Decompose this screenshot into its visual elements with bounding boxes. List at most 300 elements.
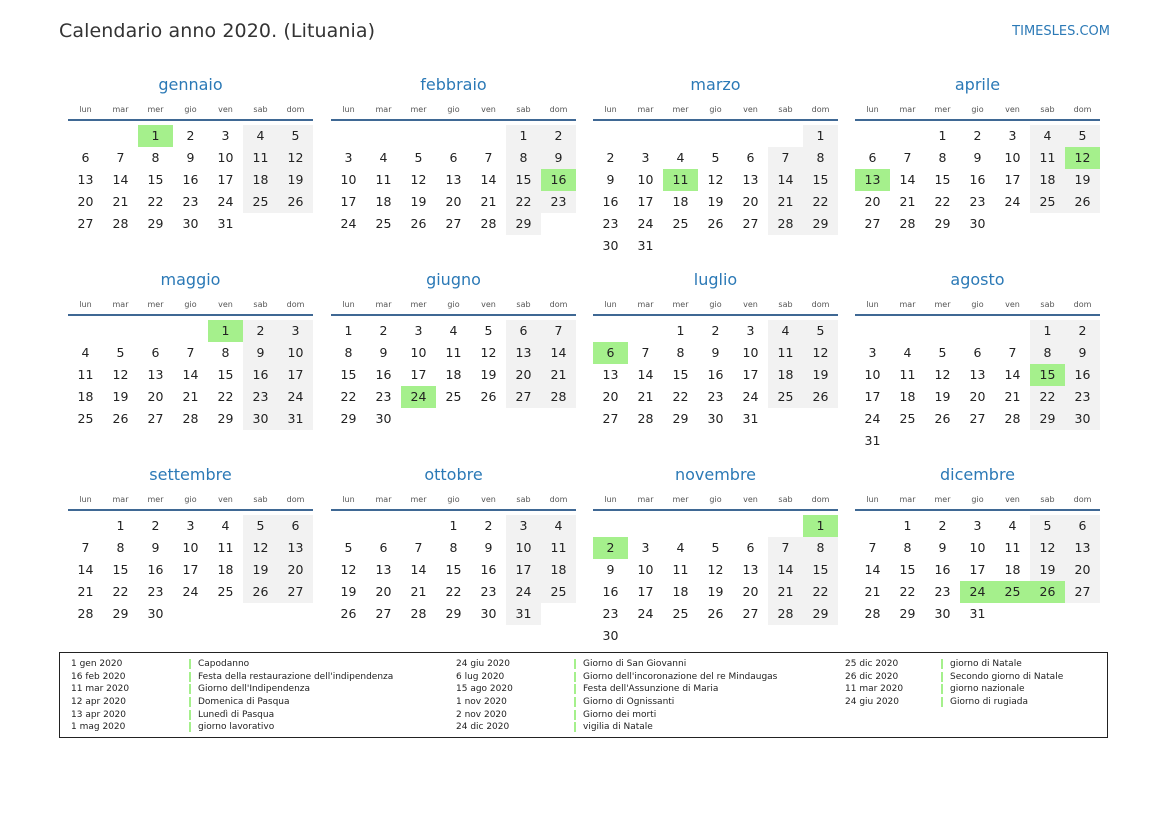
weekday-label: dom <box>811 299 830 309</box>
day-cell: 10 <box>278 342 313 364</box>
day-cell: 24 <box>278 386 313 408</box>
weekday-label: gio <box>447 299 460 309</box>
legend-column <box>71 658 393 734</box>
day-cell: 22 <box>112 584 129 599</box>
month-title: settembre <box>149 465 232 484</box>
day-cell: 21 <box>182 389 199 404</box>
day-cell: 7 <box>81 540 90 555</box>
legend-holiday-name: vigilia di Natale <box>583 722 653 733</box>
day-cell: 27 <box>506 386 541 408</box>
day-cell: 23 <box>182 194 199 209</box>
day-cell: 12 <box>340 562 357 577</box>
day-cell: 29 <box>506 213 541 235</box>
day-cell: 16 <box>480 562 497 577</box>
holiday-color-marker <box>574 710 576 720</box>
holiday-day-cell: 26 <box>1030 581 1065 603</box>
holiday-day-cell: 2 <box>593 537 628 559</box>
weekday-header <box>331 99 576 121</box>
day-cell: 22 <box>934 194 951 209</box>
day-cell: 18 <box>672 194 689 209</box>
holiday-day-cell: 1 <box>208 320 243 342</box>
day-cell: 9 <box>973 150 982 165</box>
day-cell: 22 <box>445 584 462 599</box>
day-cell: 8 <box>151 150 160 165</box>
day-cell: 1 <box>449 518 458 533</box>
holiday-legend <box>59 652 1108 738</box>
brand-link[interactable]: TIMESLES.COM <box>1012 24 1110 39</box>
day-cell: 28 <box>899 216 916 231</box>
day-cell: 15 <box>803 559 838 581</box>
day-cell: 21 <box>864 584 881 599</box>
day-cell: 10 <box>742 345 759 360</box>
weekday-label: gio <box>184 104 197 114</box>
holiday-day-cell: 24 <box>960 581 995 603</box>
day-cell: 6 <box>1065 515 1100 537</box>
weekday-label: mar <box>637 104 654 114</box>
empty-cell <box>593 125 628 147</box>
legend-date: 11 mar 2020 <box>845 684 904 695</box>
day-cell: 26 <box>410 216 427 231</box>
weekday-header <box>593 489 838 511</box>
day-cell: 21 <box>768 191 803 213</box>
day-cell: 16 <box>1065 364 1100 386</box>
day-cell: 22 <box>672 389 689 404</box>
empty-cell <box>628 320 663 342</box>
day-cell: 23 <box>1065 386 1100 408</box>
day-cell: 28 <box>768 213 803 235</box>
empty-cell <box>138 320 173 342</box>
legend-item <box>71 708 393 721</box>
day-cell: 2 <box>711 323 720 338</box>
day-cell: 8 <box>344 345 353 360</box>
weekday-label: mer <box>934 104 951 114</box>
weekday-label: gio <box>971 494 984 504</box>
day-cell: 11 <box>77 367 94 382</box>
day-cell: 25 <box>672 606 689 621</box>
day-cell: 1 <box>1030 320 1065 342</box>
day-cell: 27 <box>445 216 462 231</box>
month-title: dicembre <box>939 465 1016 484</box>
legend-date: 11 mar 2020 <box>71 684 130 695</box>
weekday-label: mer <box>410 299 427 309</box>
weekday-label: dom <box>286 299 305 309</box>
day-cell: 24 <box>637 606 654 621</box>
empty-cell <box>855 320 890 342</box>
weekday-label: sab <box>778 299 793 309</box>
month-gennaio <box>68 71 313 235</box>
legend-column <box>845 658 1063 708</box>
day-cell: 23 <box>243 386 278 408</box>
day-cell: 27 <box>969 411 986 426</box>
day-cell: 28 <box>112 216 129 231</box>
day-cell: 23 <box>602 216 619 231</box>
weekday-label: sab <box>1040 299 1055 309</box>
day-cell: 6 <box>973 345 982 360</box>
day-cell: 6 <box>151 345 160 360</box>
month-title: febbraio <box>420 75 487 94</box>
empty-cell <box>593 320 628 342</box>
day-cell: 30 <box>934 606 951 621</box>
day-cell: 7 <box>186 345 195 360</box>
day-cell: 6 <box>449 150 458 165</box>
day-cell: 18 <box>1004 562 1021 577</box>
day-cell: 11 <box>243 147 278 169</box>
day-cell: 14 <box>864 562 881 577</box>
holiday-day-cell: 25 <box>995 581 1030 603</box>
day-cell: 14 <box>637 367 654 382</box>
day-cell: 4 <box>449 323 458 338</box>
day-cell: 13 <box>969 367 986 382</box>
day-cell: 12 <box>1030 537 1065 559</box>
month-title: giugno <box>426 270 481 289</box>
day-cell: 20 <box>1065 559 1100 581</box>
empty-cell <box>768 515 803 537</box>
day-cell: 7 <box>768 537 803 559</box>
holiday-day-cell: 1 <box>138 125 173 147</box>
day-cell: 24 <box>506 581 541 603</box>
legend-item <box>456 721 777 734</box>
day-cell: 5 <box>344 540 353 555</box>
weekday-label: dom <box>811 494 830 504</box>
holiday-day-cell: 24 <box>401 386 436 408</box>
day-cell: 19 <box>707 584 724 599</box>
holiday-color-marker <box>574 697 576 707</box>
day-cell: 22 <box>803 581 838 603</box>
legend-date: 24 giu 2020 <box>456 659 510 670</box>
day-cell: 21 <box>1004 389 1021 404</box>
empty-cell <box>890 125 925 147</box>
day-cell: 28 <box>410 606 427 621</box>
day-cell: 5 <box>803 320 838 342</box>
day-cell: 15 <box>445 562 462 577</box>
day-cell: 4 <box>676 150 685 165</box>
day-cell: 8 <box>903 540 912 555</box>
day-cell: 18 <box>899 389 916 404</box>
holiday-day-cell: 16 <box>541 169 576 191</box>
day-cell: 22 <box>340 389 357 404</box>
day-cell: 23 <box>707 389 724 404</box>
day-cell: 27 <box>147 411 164 426</box>
day-cell: 29 <box>340 411 357 426</box>
weekday-label: sab <box>516 494 531 504</box>
day-cell: 17 <box>340 194 357 209</box>
day-cell: 9 <box>541 147 576 169</box>
day-cell: 30 <box>602 238 619 253</box>
day-cell: 31 <box>742 411 759 426</box>
weekday-label: gio <box>709 494 722 504</box>
day-cell: 24 <box>217 194 234 209</box>
day-cell: 13 <box>602 367 619 382</box>
day-cell: 2 <box>243 320 278 342</box>
day-cell: 22 <box>506 191 541 213</box>
weekday-label: sab <box>516 104 531 114</box>
empty-cell <box>628 515 663 537</box>
day-cell: 27 <box>278 581 313 603</box>
weekday-header <box>855 99 1100 121</box>
day-cell: 27 <box>864 216 881 231</box>
legend-date: 26 dic 2020 <box>845 671 899 682</box>
empty-cell <box>68 125 103 147</box>
day-cell: 11 <box>672 562 689 577</box>
day-cell: 2 <box>379 323 388 338</box>
empty-cell <box>628 125 663 147</box>
day-cell: 7 <box>903 150 912 165</box>
day-cell: 29 <box>803 213 838 235</box>
weekday-label: lun <box>79 494 92 504</box>
empty-cell <box>366 125 401 147</box>
day-grid <box>855 121 1100 235</box>
day-cell: 22 <box>899 584 916 599</box>
empty-cell <box>768 125 803 147</box>
day-cell: 13 <box>742 172 759 187</box>
day-cell: 12 <box>707 172 724 187</box>
day-cell: 15 <box>340 367 357 382</box>
day-cell: 28 <box>637 411 654 426</box>
day-cell: 16 <box>934 562 951 577</box>
day-cell: 10 <box>864 367 881 382</box>
day-cell: 30 <box>969 216 986 231</box>
legend-holiday-name: giorno di Natale <box>950 659 1022 670</box>
day-cell: 3 <box>746 323 755 338</box>
empty-cell <box>103 320 138 342</box>
legend-column <box>456 658 777 734</box>
empty-cell <box>995 320 1030 342</box>
legend-item <box>845 671 1063 684</box>
weekday-label: lun <box>866 104 879 114</box>
day-cell: 4 <box>1008 518 1017 533</box>
day-cell: 1 <box>903 518 912 533</box>
weekday-label: mer <box>147 494 164 504</box>
day-cell: 25 <box>899 411 916 426</box>
page-title: Calendario anno 2020. (Lituania) <box>59 20 376 42</box>
day-cell: 2 <box>938 518 947 533</box>
weekday-label: ven <box>481 299 496 309</box>
empty-cell <box>855 125 890 147</box>
day-cell: 18 <box>77 389 94 404</box>
day-cell: 17 <box>864 389 881 404</box>
day-cell: 31 <box>969 606 986 621</box>
day-cell: 17 <box>182 562 199 577</box>
day-cell: 18 <box>541 559 576 581</box>
day-cell: 29 <box>147 216 164 231</box>
day-cell: 16 <box>375 367 392 382</box>
day-cell: 18 <box>217 562 234 577</box>
day-cell: 27 <box>1065 581 1100 603</box>
weekday-label: ven <box>218 299 233 309</box>
day-cell: 8 <box>676 345 685 360</box>
legend-holiday-name: Giorno di rugiada <box>950 697 1029 708</box>
day-cell: 20 <box>445 194 462 209</box>
weekday-label: sab <box>516 299 531 309</box>
legend-holiday-name: Secondo giorno di Natale <box>950 671 1064 682</box>
month-marzo <box>593 71 838 257</box>
legend-holiday-name: Capodanno <box>198 659 250 670</box>
day-cell: 29 <box>899 606 916 621</box>
day-cell: 28 <box>77 606 94 621</box>
day-cell: 15 <box>934 172 951 187</box>
empty-cell <box>401 125 436 147</box>
weekday-label: lun <box>604 104 617 114</box>
day-cell: 15 <box>672 367 689 382</box>
weekday-header <box>855 489 1100 511</box>
empty-cell <box>925 320 960 342</box>
legend-holiday-name: giorno nazionale <box>950 684 1025 695</box>
day-cell: 17 <box>410 367 427 382</box>
empty-cell <box>436 125 471 147</box>
day-cell: 30 <box>147 606 164 621</box>
weekday-label: gio <box>447 104 460 114</box>
weekday-label: ven <box>481 104 496 114</box>
day-cell: 21 <box>410 584 427 599</box>
day-cell: 5 <box>243 515 278 537</box>
empty-cell <box>173 320 208 342</box>
legend-item <box>845 683 1063 696</box>
legend-date: 24 giu 2020 <box>845 697 899 708</box>
day-cell: 19 <box>243 559 278 581</box>
day-cell: 26 <box>934 411 951 426</box>
weekday-label: gio <box>971 104 984 114</box>
month-title: luglio <box>693 270 738 289</box>
day-cell: 13 <box>278 537 313 559</box>
holiday-color-marker <box>941 697 943 707</box>
holiday-color-marker <box>574 659 576 669</box>
month-aprile <box>855 71 1100 235</box>
weekday-label: lun <box>866 299 879 309</box>
day-cell: 8 <box>506 147 541 169</box>
day-cell: 21 <box>541 364 576 386</box>
weekday-label: ven <box>218 104 233 114</box>
day-cell: 31 <box>506 603 541 625</box>
day-cell: 14 <box>768 559 803 581</box>
day-cell: 9 <box>186 150 195 165</box>
weekday-label: sab <box>1040 104 1055 114</box>
legend-date: 15 ago 2020 <box>456 684 513 695</box>
holiday-day-cell: 11 <box>663 169 698 191</box>
day-cell: 23 <box>969 194 986 209</box>
holiday-color-marker <box>941 659 943 669</box>
empty-cell <box>663 125 698 147</box>
day-grid <box>855 511 1100 625</box>
holiday-color-marker <box>189 697 191 707</box>
day-cell: 8 <box>1030 342 1065 364</box>
weekday-label: mer <box>934 299 951 309</box>
day-cell: 20 <box>969 389 986 404</box>
legend-holiday-name: Giorno di San Giovanni <box>583 659 687 670</box>
day-cell: 5 <box>1065 125 1100 147</box>
weekday-label: mer <box>672 299 689 309</box>
weekday-label: mar <box>375 494 392 504</box>
day-cell: 13 <box>147 367 164 382</box>
day-cell: 28 <box>541 386 576 408</box>
month-novembre <box>593 461 838 647</box>
day-cell: 16 <box>969 172 986 187</box>
weekday-label: sab <box>1040 494 1055 504</box>
legend-item <box>456 671 777 684</box>
day-cell: 5 <box>711 540 720 555</box>
holiday-day-cell: 15 <box>1030 364 1065 386</box>
weekday-label: dom <box>286 104 305 114</box>
day-cell: 12 <box>707 562 724 577</box>
day-cell: 14 <box>77 562 94 577</box>
day-cell: 24 <box>637 216 654 231</box>
day-cell: 29 <box>934 216 951 231</box>
day-cell: 11 <box>768 342 803 364</box>
day-cell: 29 <box>803 603 838 625</box>
weekday-label: ven <box>743 104 758 114</box>
holiday-color-marker <box>189 684 191 694</box>
day-cell: 30 <box>480 606 497 621</box>
day-cell: 3 <box>641 150 650 165</box>
day-cell: 2 <box>484 518 493 533</box>
day-grid <box>593 121 838 257</box>
day-cell: 20 <box>147 389 164 404</box>
month-title: agosto <box>950 270 1005 289</box>
weekday-label: mar <box>112 104 129 114</box>
day-cell: 3 <box>414 323 423 338</box>
legend-date: 24 dic 2020 <box>456 722 510 733</box>
day-cell: 20 <box>742 194 759 209</box>
day-cell: 5 <box>938 345 947 360</box>
legend-holiday-name: Giorno dei morti <box>583 709 657 720</box>
legend-date: 6 lug 2020 <box>456 671 505 682</box>
weekday-label: ven <box>1005 299 1020 309</box>
weekday-label: mer <box>410 494 427 504</box>
day-cell: 4 <box>676 540 685 555</box>
day-cell: 31 <box>637 238 654 253</box>
holiday-day-cell: 6 <box>593 342 628 364</box>
day-cell: 19 <box>340 584 357 599</box>
day-cell: 14 <box>410 562 427 577</box>
weekday-label: dom <box>549 494 568 504</box>
day-cell: 28 <box>182 411 199 426</box>
weekday-label: lun <box>866 494 879 504</box>
legend-holiday-name: Giorno di Ognissanti <box>583 697 675 708</box>
weekday-label: lun <box>342 494 355 504</box>
day-cell: 21 <box>480 194 497 209</box>
day-cell: 19 <box>278 169 313 191</box>
holiday-day-cell: 13 <box>855 169 890 191</box>
weekday-label: sab <box>778 494 793 504</box>
holiday-color-marker <box>941 672 943 682</box>
empty-cell <box>471 125 506 147</box>
day-cell: 2 <box>606 150 615 165</box>
day-cell: 4 <box>221 518 230 533</box>
day-cell: 31 <box>278 408 313 430</box>
holiday-color-marker <box>941 684 943 694</box>
day-cell: 25 <box>672 216 689 231</box>
legend-item <box>456 696 777 709</box>
day-cell: 10 <box>637 562 654 577</box>
day-cell: 4 <box>379 150 388 165</box>
day-cell: 13 <box>77 172 94 187</box>
weekday-label: gio <box>971 299 984 309</box>
weekday-label: mar <box>899 299 916 309</box>
day-cell: 9 <box>1065 342 1100 364</box>
day-cell: 21 <box>637 389 654 404</box>
empty-cell <box>960 320 995 342</box>
day-cell: 1 <box>116 518 125 533</box>
day-cell: 10 <box>217 150 234 165</box>
day-cell: 27 <box>602 411 619 426</box>
day-cell: 4 <box>81 345 90 360</box>
weekday-header <box>331 489 576 511</box>
weekday-label: sab <box>253 104 268 114</box>
month-agosto <box>855 266 1100 452</box>
legend-date: 2 nov 2020 <box>456 709 507 720</box>
day-cell: 18 <box>375 194 392 209</box>
day-cell: 23 <box>375 389 392 404</box>
day-cell: 2 <box>186 128 195 143</box>
